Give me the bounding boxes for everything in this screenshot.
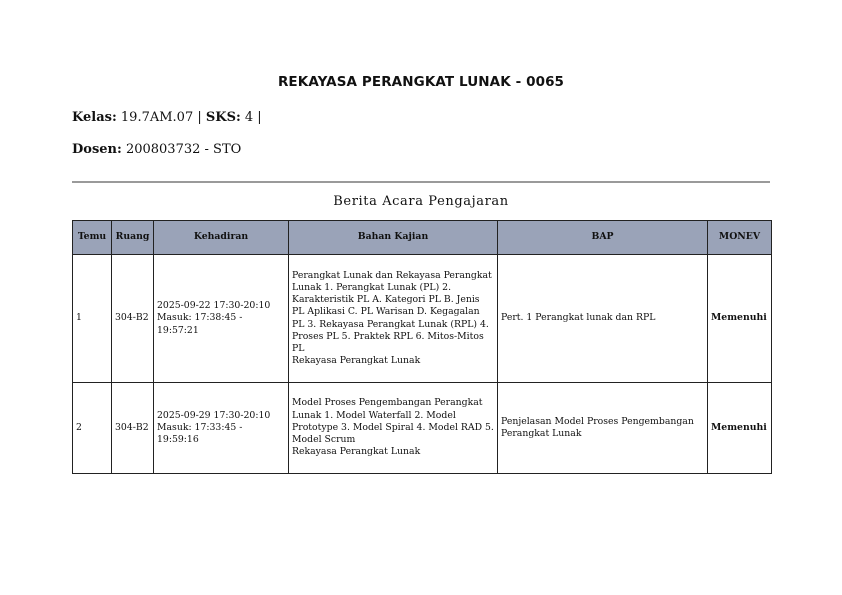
- cell-ruang: 304-B2: [112, 383, 154, 474]
- cell-bahan-kajian: [289, 383, 498, 474]
- sks-value: 4 |: [244, 110, 262, 125]
- kelas-line: [72, 110, 262, 125]
- column-header-temu: Temu: [73, 221, 112, 255]
- table-row: [73, 383, 772, 474]
- dosen-label: Dosen:: [72, 142, 122, 157]
- document-title: REKAYASA PERANGKAT LUNAK - 0065: [277, 74, 565, 90]
- cell-kehadiran: [154, 383, 289, 474]
- cell-kehadiran: [154, 255, 289, 383]
- cell-bap: Pert. 1 Perangkat lunak dan RPL: [498, 255, 708, 383]
- bahan-materi: Model Proses Pengembangan Perangkat Lunak 1. Model Waterfall 2. Model Prototype 3. Model Spiral 4. Model RAD 5. Model Scrum: [292, 397, 494, 446]
- kehadiran-masuk: Masuk: 17:33:45 - 19:59:16: [157, 421, 243, 446]
- cell-bap: Penjelasan Model Proses Pengembangan Perangkat Lunak: [498, 383, 708, 474]
- column-header-bap: BAP: [498, 221, 708, 255]
- bahan-topik: Rekayasa Perangkat Lunak: [292, 446, 421, 458]
- dosen-line: [72, 142, 241, 157]
- kehadiran-jadwal: 2025-09-29 17:30-20:10: [157, 409, 271, 421]
- kehadiran-masuk: Masuk: 17:38:45 - 19:57:21: [157, 312, 243, 336]
- column-header-kehadiran: Kehadiran: [154, 221, 289, 255]
- kehadiran-jadwal: 2025-09-22 17:30-20:10: [157, 300, 271, 312]
- column-header-monev: MONEV: [708, 221, 772, 255]
- table-row: [73, 255, 772, 383]
- bahan-materi: Perangkat Lunak dan Rekayasa Perangkat Lunak 1. Perangkat Lunak (PL) 2. Karakteristik PL A. Kategori PL B. Jenis PL Aplikasi C. PL Warisan D. Kegagalan PL 3. Rekayasa Perangkat Lunak (RPL) 4. Proses PL 5. Praktek RPL 6. Mitos-Mitos PL: [292, 269, 492, 354]
- cell-bahan-kajian: [289, 255, 498, 383]
- sks-label: SKS:: [205, 110, 241, 125]
- bahan-topik: Rekayasa Perangkat Lunak: [292, 355, 421, 367]
- table-header-row: [73, 221, 772, 255]
- dosen-value: 200803732 - STO: [125, 142, 242, 157]
- kelas-value: 19.7AM.07 |: [120, 110, 202, 125]
- cell-monev: Memenuhi: [708, 255, 772, 383]
- cell-monev: Memenuhi: [708, 383, 772, 474]
- cell-temu: 2: [73, 383, 112, 474]
- bap-table: [72, 220, 772, 474]
- header-divider: [72, 181, 770, 183]
- column-header-ruang: Ruang: [112, 221, 154, 255]
- column-header-bahan-kajian: Bahan Kajian: [289, 221, 498, 255]
- kelas-label: Kelas:: [72, 110, 117, 125]
- cell-ruang: 304-B2: [112, 255, 154, 383]
- section-title: Berita Acara Pengajaran: [333, 194, 509, 209]
- cell-temu: 1: [73, 255, 112, 383]
